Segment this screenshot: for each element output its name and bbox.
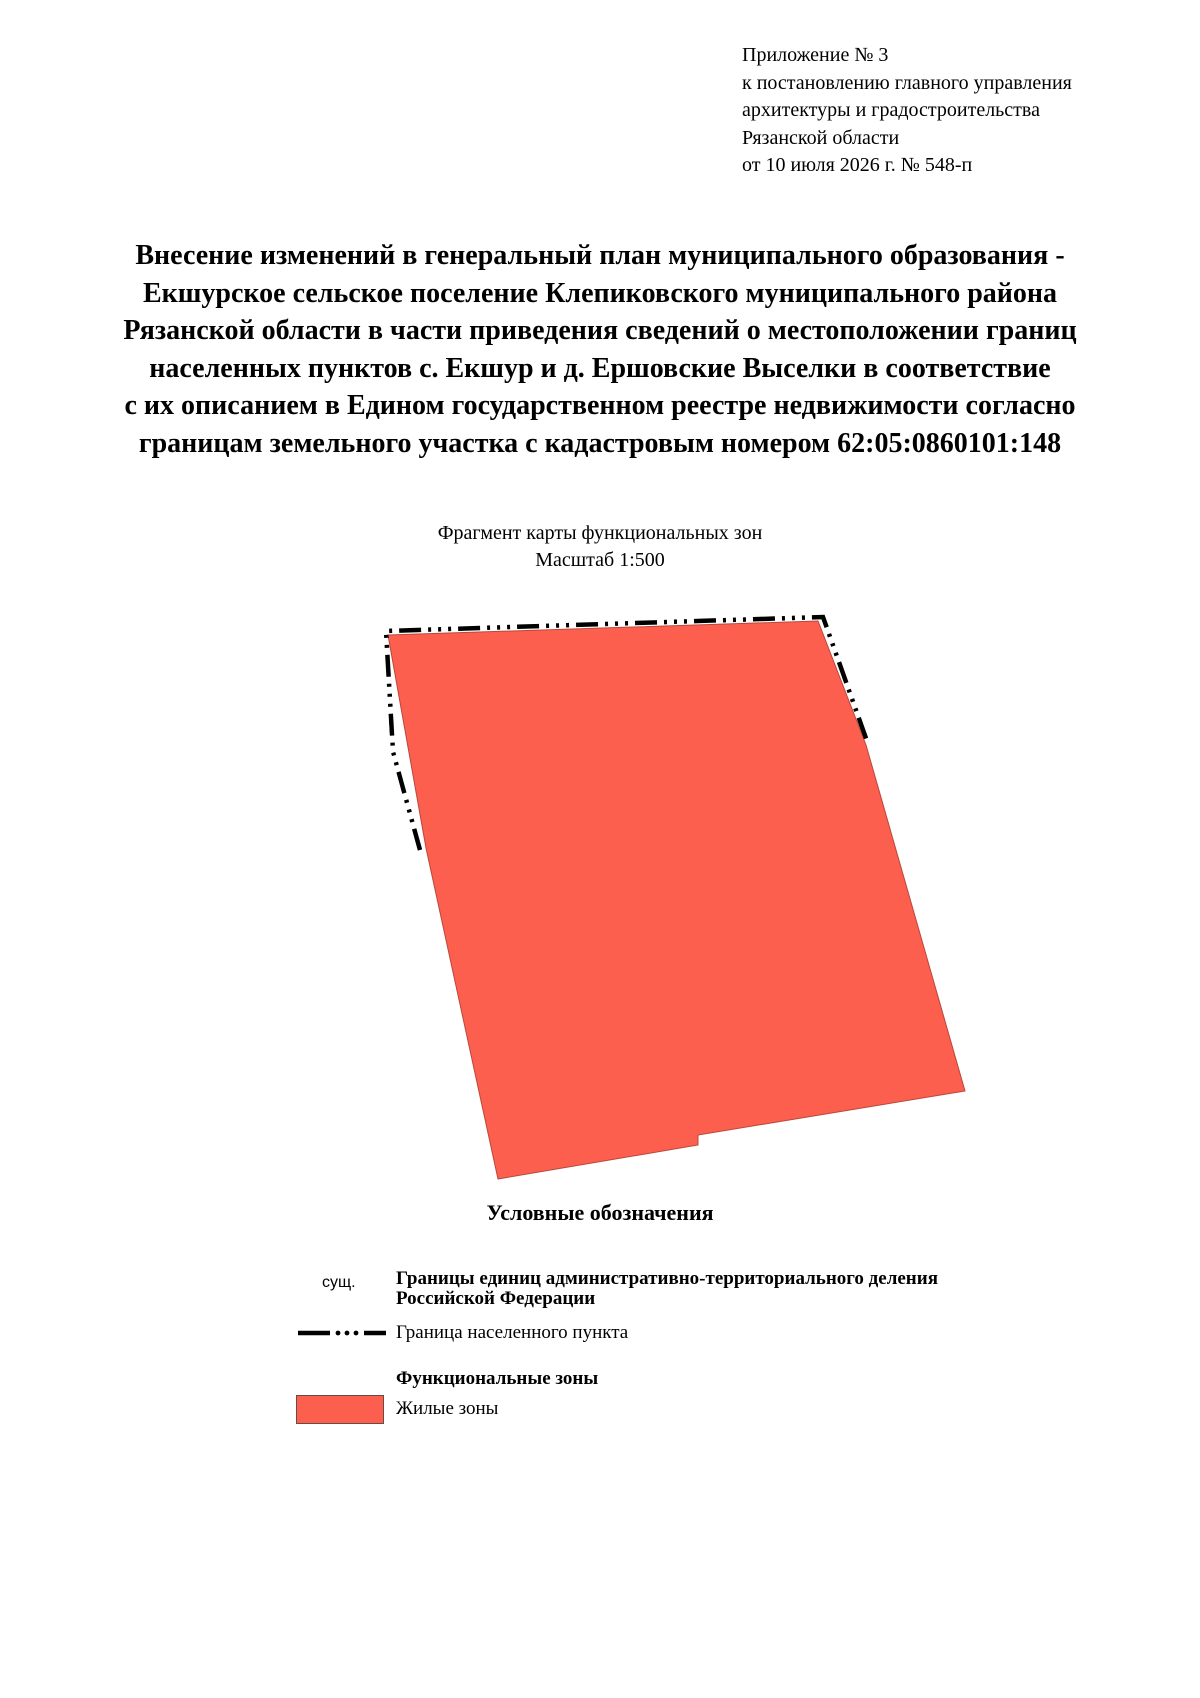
title-line: населенных пунктов с. Екшур и д. Ершовские Выселки в соответствие — [149, 352, 1051, 384]
title-line: Екшурское сельское поселение Клепиковского муниципального района — [142, 277, 1058, 309]
legend-functional-zones-heading: Функциональные зоны — [396, 1368, 599, 1389]
legend-settlement-boundary: Граница населенного пункта — [396, 1322, 629, 1343]
title-line: с их описанием в Едином государственном реестре недвижимости согласно — [124, 390, 1076, 421]
title-line: Рязанской области в части приведения сведений о местоположении границ — [123, 315, 1077, 346]
title-line: Внесение изменений в генеральный план муниципального образования - — [135, 240, 1065, 271]
legend-admin-boundaries: Границы единиц административно-территориального деления Российской Федерации — [396, 1268, 938, 1309]
appendix-region: Рязанской области — [742, 126, 900, 149]
appendix-number: Приложение № 3 — [742, 44, 889, 66]
map-scale: Масштаб 1:500 — [535, 549, 665, 571]
appendix-resolution: к постановлению главного управления — [742, 71, 1072, 94]
legend-existing-tag: сущ. — [322, 1274, 356, 1291]
residential-zone-swatch — [296, 1395, 384, 1424]
appendix-date: от 10 июля 2026 г. № 548-п — [742, 154, 973, 176]
legend-residential-zones: Жилые зоны — [396, 1398, 499, 1419]
legend-title: Условные обозначения — [486, 1200, 714, 1225]
map-caption-title: Фрагмент карты функциональных зон — [437, 522, 763, 544]
residential-zone-polygon — [388, 621, 965, 1179]
settlement-boundary-symbol — [296, 1322, 388, 1344]
title-line: границам земельного участка с кадастровым номером 62:05:0860101:148 — [138, 427, 1062, 459]
appendix-authority: архитектуры и градостроительства — [742, 99, 1040, 121]
